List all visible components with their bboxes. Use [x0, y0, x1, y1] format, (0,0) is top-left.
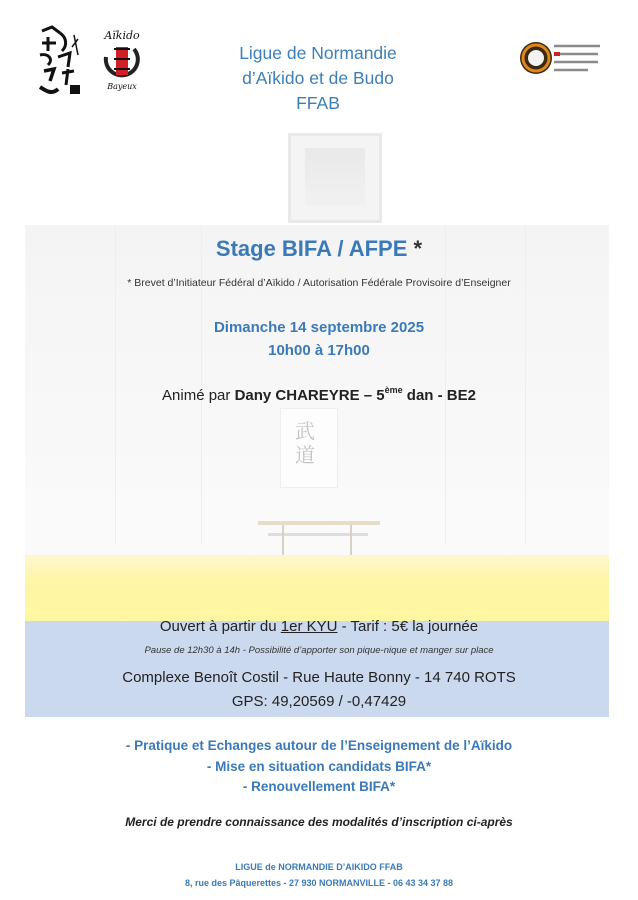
- header: [28, 15, 610, 113]
- instructor-grade-sup: ème: [384, 385, 403, 395]
- instructor-line: [0, 386, 638, 404]
- footer-address: 8, rue des Pâquerettes - 27 930 NORMANVILLE - 06 43 34 37 88: [184, 878, 454, 888]
- stage-hours: 10h00 à 17h00: [268, 342, 370, 359]
- stage-title: [0, 236, 638, 262]
- registration-note: Merci de prendre connaissance des modalités d’inscription ci-après: [125, 815, 513, 829]
- pause-note: Pause de 12h30 à 14h - Possibilité d’apporter son pique-nique et manger sur place: [144, 645, 494, 656]
- footer: [0, 859, 638, 891]
- portrait-frame: [288, 133, 382, 223]
- dojo-photo: [25, 225, 609, 717]
- wall-line: [525, 225, 526, 545]
- eligibility-line: [0, 618, 638, 635]
- program-item: - Pratique et Echanges autour de l’Enseignement de l’Aïkido: [125, 738, 513, 753]
- calligraphy-scroll: 武 道: [280, 408, 338, 488]
- instructor-name: Dany CHAREYRE – 5: [234, 387, 385, 404]
- league-line-2: d’Aïkido et de Budo: [242, 68, 394, 88]
- footer-org: LIGUE de NORMANDIE D’AIKIDO FFAB: [235, 862, 403, 872]
- program-item: - Mise en situation candidats BIFA*: [206, 758, 432, 774]
- league-line-3: FFAB: [296, 93, 340, 113]
- eligibility-prefix: Ouvert à partir du: [159, 618, 277, 635]
- svg-text:Aïkido: Aïkido: [104, 29, 140, 42]
- instructor-suffix: dan - BE2: [406, 387, 476, 404]
- ffab-logo: [518, 37, 602, 79]
- instructor-prefix: Animé par: [162, 387, 231, 404]
- wall-line: [445, 225, 446, 545]
- portrait-photo: [305, 148, 365, 206]
- wall-line: [201, 225, 202, 545]
- league-line-1: Ligue de Normandie: [239, 43, 397, 63]
- venue-address: Complexe Benoît Costil - Rue Haute Bonny - 14 740 ROTS: [122, 669, 516, 686]
- stage-title-star: *: [413, 236, 423, 261]
- stage-date: Dimanche 14 septembre 2025: [213, 319, 425, 336]
- tarif: - Tarif : 5€ la journée: [337, 618, 479, 635]
- league-name: [178, 41, 458, 116]
- brevet-note: * Brevet d’Initiateur Fédéral d’Aïkido / Autorisation Fédérale Provisoire d’Enseigner: [127, 277, 511, 289]
- stage-title-text: Stage BIFA / AFPE: [215, 236, 408, 261]
- tatami-band: [25, 555, 609, 621]
- gps-coordinates: GPS: 49,20569 / -0,47429: [231, 693, 407, 710]
- program-list: [0, 736, 638, 798]
- svg-text:Bayeux: Bayeux: [107, 82, 137, 91]
- program-item: - Renouvellement BIFA*: [242, 779, 396, 794]
- calligraphy-logo: [34, 25, 84, 97]
- wall-line: [115, 225, 116, 545]
- aikido-club-logo: [94, 27, 150, 95]
- eligibility-level: 1er KYU: [280, 618, 338, 635]
